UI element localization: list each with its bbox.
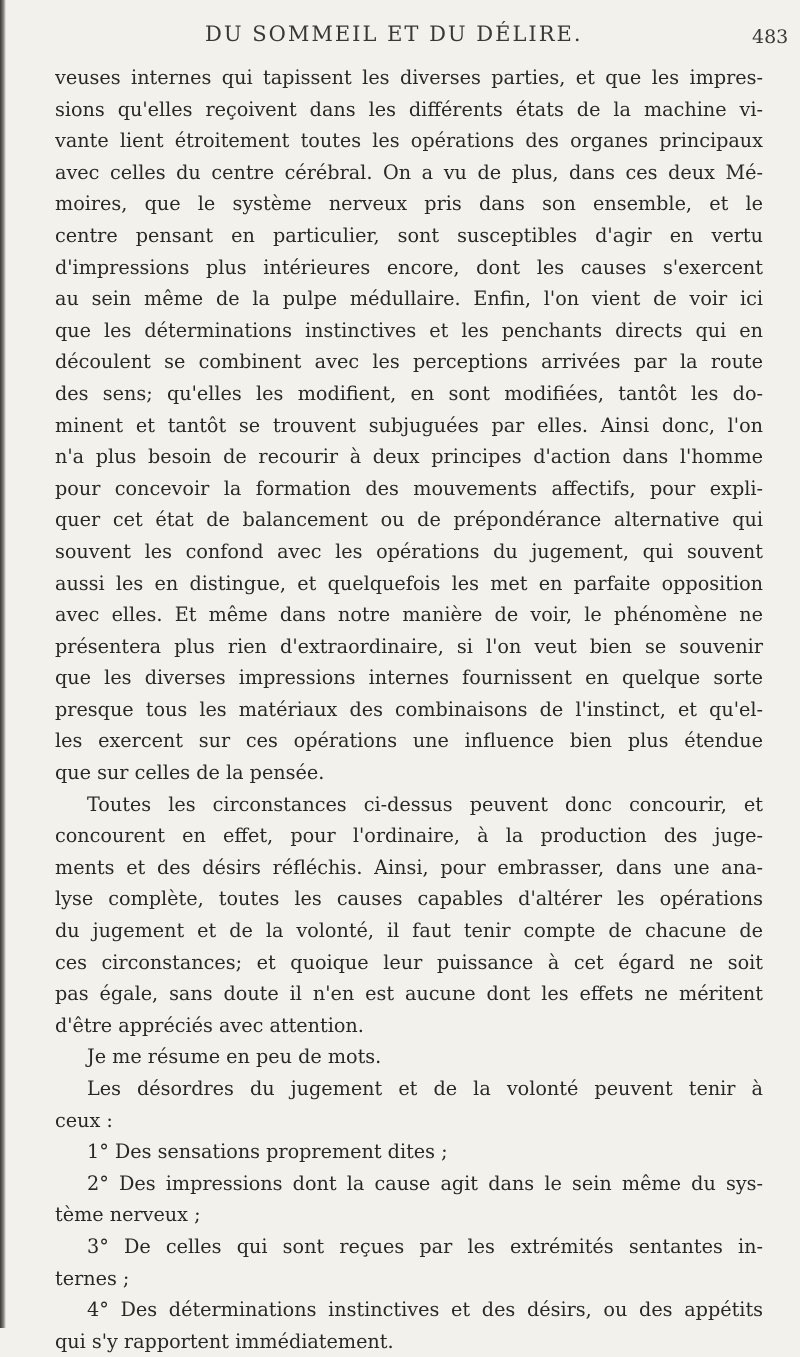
text-line: ceux :: [55, 1108, 113, 1132]
text-line: presque tous les matériaux des combinaisons de l'instinct, et qu'el-: [55, 697, 763, 721]
text-line: 1° Des sensations proprement dites ;: [87, 1140, 448, 1164]
text-line: d'impressions plus intérieures encore, dont les causes s'exercent: [55, 255, 763, 279]
text-line: que les déterminations instinctives et les penchants directs qui en: [55, 318, 763, 342]
text-line: vante lient étroitement toutes les opérations des organes principaux: [55, 129, 763, 153]
body-text: [55, 62, 763, 1357]
text-line: lyse complète, toutes les causes capables d'altérer les opérations: [55, 887, 763, 911]
text-line: ments et des désirs réfléchis. Ainsi, pour embrasser, dans une ana-: [55, 855, 763, 879]
text-line: d'être appréciés avec attention.: [55, 1013, 364, 1037]
page-header: [0, 22, 800, 62]
text-line: n'a plus besoin de recourir à deux principes d'action dans l'homme: [55, 445, 763, 469]
text-line: que les diverses impressions internes fournissent en quelque sorte: [55, 666, 763, 690]
text-line: ces circonstances; et quoique leur puissance à cet égard ne soit: [55, 950, 763, 974]
text-line: que sur celles de la pensée.: [55, 761, 325, 785]
text-line: tème nerveux ;: [55, 1203, 201, 1227]
running-title: DU SOMMEIL ET DU DÉLIRE.: [205, 22, 583, 46]
text-line: présentera plus rien d'extraordinaire, si l'on veut bien se souvenir: [55, 634, 763, 658]
text-line: aussi les en distingue, et quelquefois les met en parfaite opposition: [55, 571, 763, 595]
text-line: des sens; qu'elles les modifient, en sont modifiées, tantôt les do-: [55, 381, 763, 405]
text-line: du jugement et de la volonté, il faut tenir compte de chacune de: [55, 919, 763, 943]
text-line: moires, que le système nerveux pris dans son ensemble, et le: [55, 192, 763, 216]
text-line: 2° Des impressions dont la cause agit dans le sein même du sys-: [87, 1171, 763, 1195]
text-line: pas égale, sans doute il n'en est aucune dont les effets ne méritent: [55, 982, 763, 1006]
text-line: minent et tantôt se trouvent subjuguées par elles. Ainsi donc, l'on: [55, 413, 763, 437]
page-binding-shadow: [0, 0, 6, 1328]
text-line: ternes ;: [55, 1266, 130, 1290]
text-line: Les désordres du jugement et de la volonté peuvent tenir à: [87, 1077, 763, 1100]
text-line: au sein même de la pulpe médullaire. Enfin, l'on vient de voir ici: [55, 287, 763, 311]
text-line: qui s'y rapportent immédiatement.: [55, 1329, 394, 1353]
text-line: 4° Des déterminations instinctives et des désirs, ou des appétits: [87, 1298, 763, 1322]
text-line: concourent en effet, pour l'ordinaire, à la production des juge-: [55, 824, 763, 848]
text-line: Toutes les circonstances ci-dessus peuvent donc concourir, et: [87, 792, 763, 816]
text-line: pour concevoir la formation des mouvements affectifs, pour expli-: [55, 476, 763, 500]
text-line: sions qu'elles reçoivent dans les différents états de la machine vi-: [55, 97, 763, 121]
text-line: centre pensant en particulier, sont susceptibles d'agir en vertu: [55, 223, 763, 247]
text-line: souvent les confond avec les opérations du jugement, qui souvent: [55, 539, 763, 563]
text-line: avec elles. Et même dans notre manière de voir, le phénomène ne: [55, 603, 763, 627]
text-line: 3° De celles qui sont reçues par les extrémités sentantes in-: [87, 1234, 763, 1258]
text-line: veuses internes qui tapissent les diverses parties, et que les impres-: [55, 66, 763, 89]
text-line: quer cet état de balancement ou de prépondérance alternative qui: [55, 508, 763, 532]
text-line: découlent se combinent avec les perceptions arrivées par la route: [55, 350, 763, 374]
text-line: Je me résume en peu de mots.: [87, 1045, 382, 1069]
text-line: avec celles du centre cérébral. On a vu de plus, dans ces deux Mé-: [55, 160, 763, 184]
text-line: les exercent sur ces opérations une influence bien plus étendue: [55, 729, 763, 753]
page-number: 483: [752, 26, 789, 48]
